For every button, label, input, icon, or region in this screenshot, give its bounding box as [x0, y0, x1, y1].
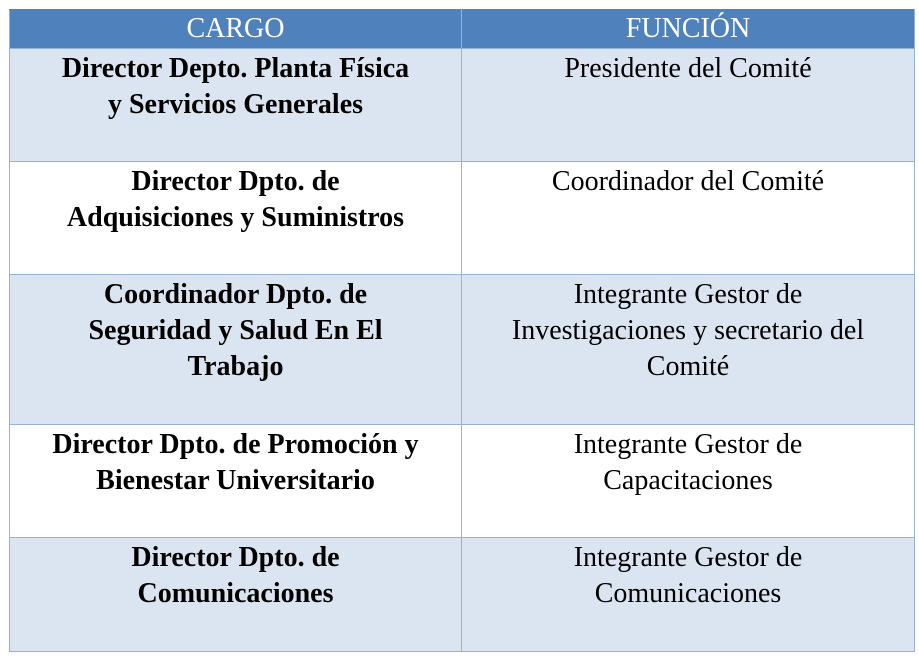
funcion-cell: [462, 49, 915, 162]
funcion-line: Comité: [646, 351, 730, 382]
table-row: [10, 162, 915, 275]
funcion-line: Investigaciones y secretario del: [511, 315, 865, 346]
funcion-line: Coordinador del Comité: [551, 166, 825, 197]
cargo-line: y Servicios Generales: [107, 89, 364, 120]
table-row: [10, 425, 915, 538]
funcion-line: Integrante Gestor de: [573, 542, 803, 573]
cargo-line: Trabajo: [187, 351, 284, 382]
funcion-line: Integrante Gestor de: [573, 279, 803, 310]
cargo-cell: [10, 49, 462, 162]
funcion-line: Integrante Gestor de: [573, 429, 803, 460]
cargo-cell: [10, 275, 462, 425]
cargo-line: Seguridad y Salud En El: [88, 315, 383, 346]
header-cargo: CARGO: [10, 10, 462, 49]
committee-table: [9, 9, 915, 652]
funcion-line: Presidente del Comité: [564, 53, 812, 84]
cargo-cell: [10, 425, 462, 538]
cargo-line: Director Dpto. de: [131, 542, 340, 573]
table-row: [10, 538, 915, 652]
cargo-cell: [10, 162, 462, 275]
table-header-row: [10, 10, 915, 49]
cargo-line: Coordinador Dpto. de: [103, 279, 368, 310]
funcion-cell: [462, 425, 915, 538]
funcion-cell: [462, 162, 915, 275]
cargo-line: Director Dpto. de: [131, 166, 340, 197]
cargo-cell: [10, 538, 462, 652]
funcion-cell: [462, 538, 915, 652]
cargo-line: Director Dpto. de Promoción y: [52, 429, 419, 460]
funcion-cell: [462, 275, 915, 425]
funcion-line: Capacitaciones: [603, 465, 773, 496]
header-funcion: FUNCIÓN: [462, 10, 915, 49]
cargo-line: Bienestar Universitario: [96, 465, 375, 496]
table-row: [10, 275, 915, 425]
committee-table-container: [9, 9, 914, 652]
cargo-line: Comunicaciones: [137, 578, 334, 609]
funcion-line: Comunicaciones: [594, 578, 782, 609]
cargo-line: Director Depto. Planta Física: [61, 53, 410, 84]
cargo-line: Adquisiciones y Suministros: [66, 202, 405, 233]
table-row: [10, 49, 915, 162]
